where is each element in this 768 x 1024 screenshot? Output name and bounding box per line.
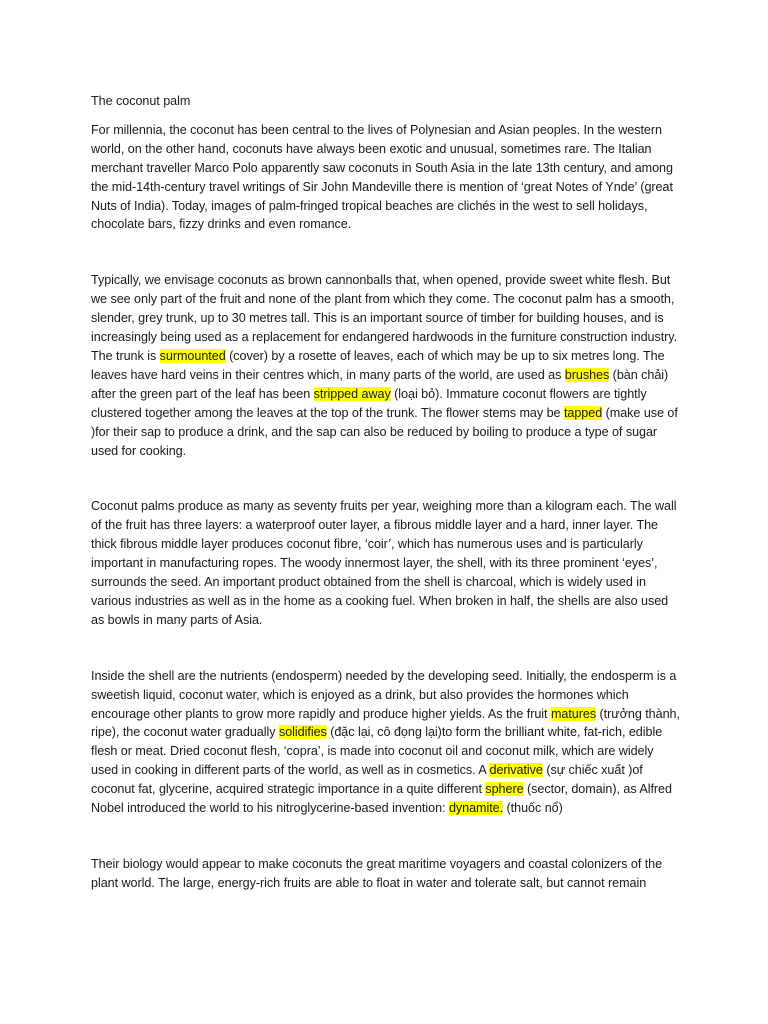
highlighted-word-derivative: derivative bbox=[489, 763, 543, 778]
text-run: (đặc lại, cô đọng lại)to form the brilliant white, fat-rich, edible flesh or meat. Dried coconut flesh, ‘copra’, is made into coconut oil and coconut milk, which are widely used in cooking in different parts of the world, as well as in cosmetics. A bbox=[91, 725, 663, 778]
text-run: Coconut palms produce as many as seventy fruits per year, weighing more than a kilogram each. The wall of the fruit has three layers: a waterproof outer layer, a fibrous middle layer and a hard, inner layer. The thick fibrous middle layer produces coconut fibre, ‘coir’, which has numerous uses and is particularly important in manufacturing ropes. The woody innermost layer, the shell, with its three prominent ‘eyes’, surrounds the seed. An important product obtained from the shell is charcoal, which is widely used in various industries as well as in the home as a cooking fuel. When broken in half, the shells are also used as bowls in many parts of Asia. bbox=[91, 499, 677, 627]
text-run: (loại bỏ). Immature coconut flowers are tightly clustered together among the leaves at the top of the trunk. The flower stems may be bbox=[91, 386, 647, 420]
paragraph-spacer bbox=[91, 460, 681, 497]
paragraph-5 bbox=[91, 855, 681, 893]
document-title: The coconut palm bbox=[91, 94, 191, 108]
text-run: (thuốc nổ) bbox=[503, 801, 563, 816]
highlighted-word-stripped-away: stripped away bbox=[313, 386, 391, 401]
text-run: For millennia, the coconut has been central to the lives of Polynesian and Asian peoples. In the western world, on the other hand, coconuts have always been exotic and unusual, sometimes rare. The Italian merchant traveller Marco Polo apparently saw coconuts in South Asia in the late 13th century, and among the mid-14th-century travel writings of Sir John Mandeville there is mention of ‘great Notes of Ynde’ (great Nuts of India). Today, images of palm-fringed tropical beaches are clichés in the west to sell holidays, chocolate bars, fizzy drinks and even romance. bbox=[91, 122, 673, 232]
text-run: (sector, domain), as Alfred Nobel introduced the world to his nitroglycerine-based invention: bbox=[91, 782, 672, 816]
highlighted-word-tapped: tapped bbox=[563, 405, 603, 420]
text-run: (sự chiếc xuất )of coconut fat, glycerine, acquired strategic importance in a quite different bbox=[91, 763, 643, 797]
text-run: Their biology would appear to make coconuts the great maritime voyagers and coastal colonizers of the plant world. The large, energy-rich fruits are able to float in water and tolerate salt, but cannot remain bbox=[91, 857, 663, 890]
highlighted-word-solidifies: solidifies bbox=[278, 725, 327, 740]
text-run: (cover) by a rosette of leaves, each of which may be up to six metres long. The leaves have hard veins in their centres which, in many parts of the world, are used as bbox=[91, 348, 665, 382]
highlighted-word-matures: matures bbox=[550, 706, 597, 721]
highlighted-word-sphere: sphere bbox=[485, 782, 524, 797]
text-run: (bàn chải) after the green part of the leaf has been bbox=[91, 367, 669, 401]
paragraph-spacer bbox=[91, 818, 681, 855]
text-run: Typically, we envisage coconuts as brown cannonballs that, when opened, provide sweet white flesh. But we see only part of the fruit and none of the plant from which they come. The coconut palm has a smooth, slender, grey trunk, up to 30 metres tall. This is an important source of timber for building houses, and is increasingly being used as a replacement for endangered hardwoods in the furniture construction industry. The trunk is bbox=[91, 273, 678, 363]
paragraph-3 bbox=[91, 497, 681, 629]
paragraph-1 bbox=[91, 121, 681, 234]
paragraph-4 bbox=[91, 667, 681, 818]
document-body bbox=[91, 92, 681, 893]
paragraph-spacer bbox=[91, 630, 681, 667]
highlighted-word-surmounted: surmounted bbox=[159, 348, 226, 363]
highlighted-word-dynamite: dynamite. bbox=[448, 801, 504, 816]
paragraph-spacer bbox=[91, 234, 681, 271]
text-run: Inside the shell are the nutrients (endosperm) needed by the developing seed. Initially, the endosperm is a sweetish liquid, coconut water, which is enjoyed as a drink, but also provides the hormones which encourage other plants to grow more rapidly and produce higher yields. As the fruit bbox=[91, 668, 677, 721]
highlighted-word-brushes: brushes bbox=[564, 367, 610, 382]
text-run: (trưởng thành, ripe), the coconut water gradually bbox=[91, 706, 680, 740]
paragraph-2 bbox=[91, 271, 681, 460]
text-run: (make use of )for their sap to produce a drink, and the sap can also be reduced by boiling to produce a type of sugar used for cooking. bbox=[91, 405, 678, 458]
